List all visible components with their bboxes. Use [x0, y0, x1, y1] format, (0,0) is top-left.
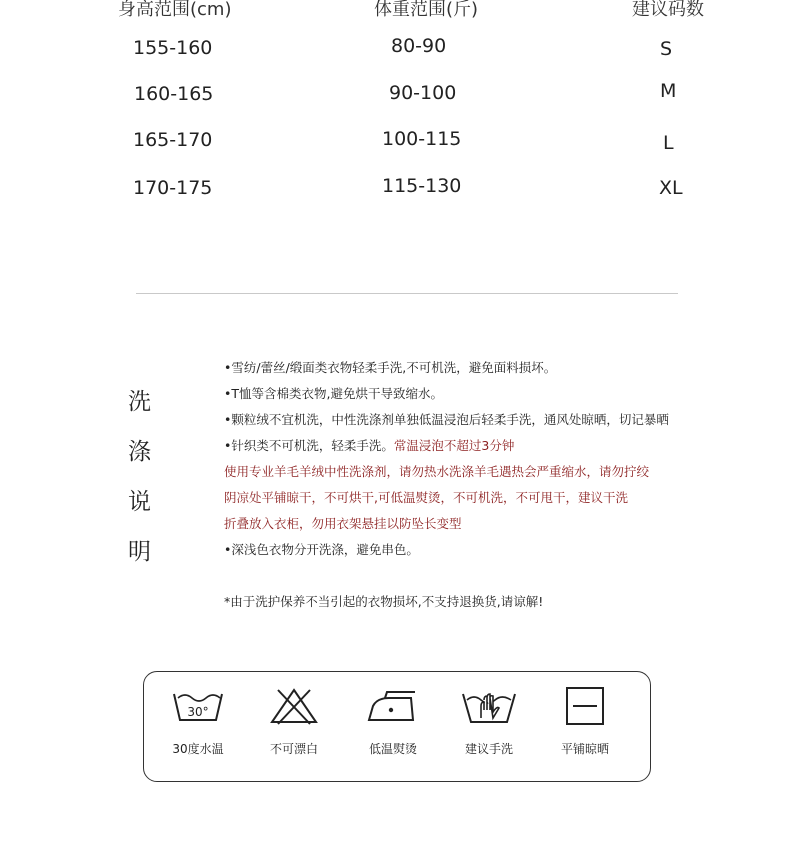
header-height: 身高范围(cm) [118, 0, 232, 20]
section-divider [136, 293, 678, 294]
wash-line-red: 常温浸泡不超过3分钟 [393, 438, 515, 453]
low-iron-icon [363, 686, 423, 726]
table-cell: M [660, 80, 677, 102]
wash-line: •颗粒绒不宜机洗，中性洗涤剂单独低温浸泡后轻柔手洗，通风处晾晒，切记暴晒 [224, 412, 669, 427]
table-cell: 90-100 [389, 82, 457, 104]
table-cell: 170-175 [133, 177, 213, 199]
wash-title-char: 洗 [128, 389, 151, 415]
wash-temp-label: 30° [187, 705, 209, 719]
hand-wash-icon [459, 686, 519, 726]
care-label: 30度水温 [172, 742, 224, 756]
wash-line: •深浅色衣物分开洗涤，避免串色。 [224, 542, 419, 557]
care-label: 平铺晾晒 [560, 742, 609, 756]
wash-line-red: 使用专业羊毛羊绒中性洗涤剂，请勿热水洗涤羊毛遇热会严重缩水，请勿拧绞 [224, 464, 650, 479]
wash-line: •雪纺/蕾丝/缎面类衣物轻柔手洗,不可机洗，避免面料损坏。 [224, 360, 557, 375]
wash-title-char: 说 [128, 489, 151, 515]
table-cell: 115-130 [382, 175, 462, 197]
table-cell: 165-170 [133, 129, 213, 151]
care-label: 建议手洗 [464, 742, 513, 756]
no-bleach-icon [264, 686, 324, 726]
wash-line-red: 阴凉处平铺晾干，不可烘干,可低温熨烫，不可机洗，不可甩干，建议干洗 [224, 490, 628, 505]
wash-title-char: 涤 [128, 439, 151, 465]
table-cell: XL [659, 177, 683, 199]
table-cell: 100-115 [382, 128, 462, 150]
table-cell: L [663, 132, 674, 154]
table-cell: S [660, 38, 673, 60]
dry-flat-icon [555, 686, 615, 726]
header-size: 建议码数 [632, 0, 704, 20]
table-cell: 155-160 [133, 37, 213, 59]
care-label: 低温熨烫 [368, 742, 417, 756]
wash-line-red: 折叠放入衣柜，勿用衣架悬挂以防坠长变型 [224, 516, 462, 531]
wash-30-icon [168, 686, 228, 726]
header-weight: 体重范围(斤) [374, 0, 479, 20]
table-cell: 160-165 [134, 83, 214, 105]
wash-title-char: 明 [128, 539, 151, 565]
wash-line-black: •针织类不可机洗，轻柔手洗。 [224, 438, 394, 453]
table-cell: 80-90 [391, 35, 447, 57]
wash-line: •T恤等含棉类衣物,避免烘干导致缩水。 [224, 386, 443, 401]
care-label: 不可漂白 [269, 742, 318, 756]
wash-line [224, 436, 514, 454]
disclaimer-note: *由于洗护保养不当引起的衣物损坏,不支持退换货,请谅解! [224, 594, 544, 609]
